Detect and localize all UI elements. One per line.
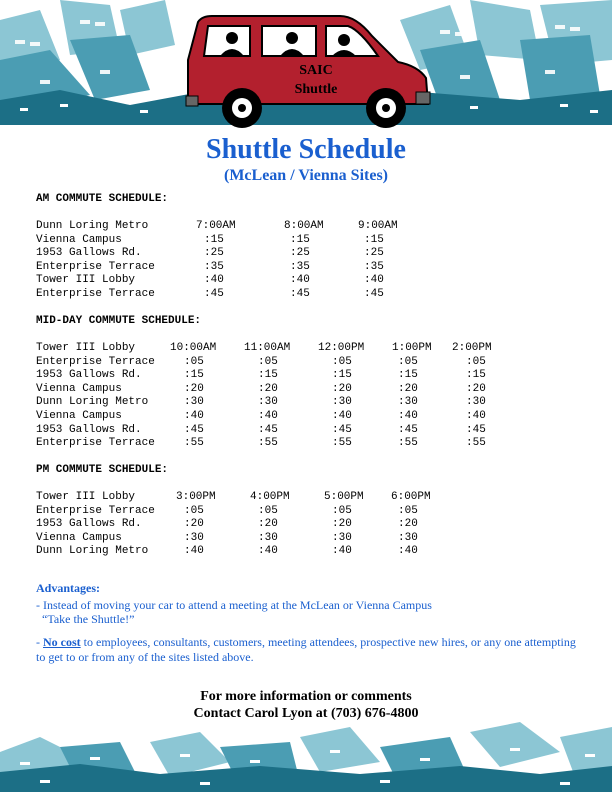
pm-cell: :05: [258, 504, 278, 517]
midday-cell: :55: [258, 437, 278, 450]
pm-cell: :40: [398, 545, 418, 558]
pm-cell: :20: [258, 518, 278, 531]
pm-time: 5:00PM: [324, 491, 364, 503]
pm-stop: Dunn Loring Metro: [36, 545, 149, 558]
midday-cell: :05: [258, 355, 278, 368]
midday-cell: :45: [332, 423, 352, 436]
am-cell: :40: [364, 274, 384, 287]
advantage-2-line1: [36, 635, 576, 650]
pm-cell: :05: [184, 504, 204, 517]
pm-cell: :20: [332, 518, 352, 531]
midday-cell: :30: [258, 396, 278, 409]
am-cell: :35: [364, 260, 384, 273]
am-cell: :45: [290, 288, 310, 300]
am-stop: Vienna Campus: [36, 233, 122, 246]
contact-line1: For more information or comments: [200, 689, 412, 704]
midday-cell: :15: [466, 369, 486, 382]
midday-cell: :40: [184, 410, 204, 422]
page-title: Shuttle Schedule: [206, 134, 406, 165]
pm-time: 3:00PM: [176, 491, 216, 503]
pm-stop: Tower III Lobby: [36, 491, 136, 503]
am-cell: :40: [290, 274, 310, 287]
am-cell: :15: [204, 233, 224, 246]
advantage-2-line2: to get to or from any of the sites listed above.: [36, 650, 254, 664]
am-time: 9:00AM: [358, 220, 398, 232]
midday-cell: :40: [332, 410, 352, 422]
midday-cell: :45: [398, 423, 418, 436]
van-label-line1: SAIC: [299, 63, 333, 78]
page-subtitle: (McLean / Vienna Sites): [224, 167, 388, 184]
advantages-heading: Advantages:: [36, 581, 101, 595]
midday-cell: :15: [332, 369, 352, 382]
am-cell: :35: [290, 260, 310, 273]
midday-time: 10:00AM: [170, 342, 217, 354]
pm-stop: 1953 Gallows Rd.: [36, 518, 142, 531]
am-cell: :40: [204, 274, 224, 287]
midday-cell: :40: [258, 410, 278, 422]
pm-cell: :20: [184, 518, 204, 531]
midday-cell: :55: [398, 437, 418, 450]
midday-cell: :45: [466, 423, 486, 436]
pm-cell: :40: [258, 545, 278, 558]
pm-cell: :30: [332, 531, 352, 544]
midday-stop: Dunn Loring Metro: [36, 396, 149, 409]
pm-cell: :40: [184, 545, 204, 558]
midday-time: 2:00PM: [452, 342, 492, 354]
midday-cell: :20: [258, 382, 278, 395]
pm-cell: :05: [332, 504, 352, 517]
pm-cell: :40: [332, 545, 352, 558]
midday-cell: :45: [184, 423, 204, 436]
am-cell: :45: [204, 288, 224, 300]
advantage-1-line1: - Instead of moving your car to attend a meeting at the McLean or Vienna Campus: [36, 598, 432, 612]
midday-cell: :15: [258, 369, 278, 382]
midday-cell: :30: [398, 396, 418, 409]
am-time: 7:00AM: [196, 220, 236, 232]
pm-cell: :30: [184, 531, 204, 544]
am-stop: 1953 Gallows Rd.: [36, 247, 142, 260]
am-stop: Dunn Loring Metro: [36, 220, 149, 232]
am-cell: :15: [364, 233, 384, 246]
midday-stop: Tower III Lobby: [36, 342, 136, 354]
midday-cell: :55: [466, 437, 486, 450]
midday-stop: Vienna Campus: [36, 410, 122, 422]
midday-cell: :40: [398, 410, 418, 422]
pm-time: 4:00PM: [250, 491, 290, 503]
skyline-banner-top: [0, 0, 612, 130]
midday-stop: Enterprise Terrace: [36, 437, 155, 450]
van-label-line2: Shuttle: [294, 82, 338, 97]
pm-cell: :30: [398, 531, 418, 544]
pm-stop: Enterprise Terrace: [36, 504, 155, 517]
midday-cell: :20: [184, 382, 204, 395]
midday-cell: :30: [332, 396, 352, 409]
midday-cell: :55: [184, 437, 204, 450]
am-stop: Enterprise Terrace: [36, 288, 155, 300]
am-cell: :25: [204, 247, 224, 260]
pm-time: 6:00PM: [391, 491, 431, 503]
contact-line2: Contact Carol Lyon at (703) 676-4800: [193, 706, 419, 721]
midday-cell: :40: [466, 410, 486, 422]
am-time: 8:00AM: [284, 220, 324, 232]
am-cell: :25: [290, 247, 310, 260]
midday-cell: :30: [184, 396, 204, 409]
midday-cell: :05: [184, 355, 204, 368]
am-heading: AM COMMUTE SCHEDULE:: [36, 193, 169, 205]
am-cell: :45: [364, 288, 384, 300]
midday-cell: :20: [466, 382, 486, 395]
midday-time: 12:00PM: [318, 342, 365, 354]
midday-time: 11:00AM: [244, 342, 291, 354]
midday-cell: :05: [332, 355, 352, 368]
pm-cell: :30: [258, 531, 278, 544]
pm-cell: :20: [398, 518, 418, 531]
skyline-banner-bottom: [0, 722, 612, 792]
midday-cell: :30: [466, 396, 486, 409]
midday-cell: :20: [332, 382, 352, 395]
midday-stop: 1953 Gallows Rd.: [36, 423, 142, 436]
midday-stop: Vienna Campus: [36, 382, 122, 395]
advantage-1-line2: “Take the Shuttle!”: [42, 612, 135, 626]
am-stop: Enterprise Terrace: [36, 260, 155, 273]
midday-heading: MID-DAY COMMUTE SCHEDULE:: [36, 315, 202, 327]
midday-stop: Enterprise Terrace: [36, 355, 155, 368]
midday-time: 1:00PM: [392, 342, 432, 354]
advantage-2-prefix: -: [36, 635, 43, 649]
am-cell: :35: [204, 260, 224, 273]
no-cost-emphasis: No cost: [43, 635, 81, 649]
midday-cell: :05: [398, 355, 418, 368]
pm-stop: Vienna Campus: [36, 531, 122, 544]
midday-cell: :15: [184, 369, 204, 382]
am-cell: :25: [364, 247, 384, 260]
midday-cell: :55: [332, 437, 352, 450]
pm-cell: :05: [398, 504, 418, 517]
midday-cell: :45: [258, 423, 278, 436]
midday-cell: :05: [466, 355, 486, 368]
midday-cell: :15: [398, 369, 418, 382]
am-cell: :15: [290, 233, 310, 246]
pm-heading: PM COMMUTE SCHEDULE:: [36, 464, 169, 476]
advantage-2-rest: to employees, consultants, customers, meeting attendees, prospective new hires, or any one attempting: [80, 635, 576, 649]
midday-cell: :20: [398, 382, 418, 395]
am-stop: Tower III Lobby: [36, 274, 136, 287]
midday-stop: 1953 Gallows Rd.: [36, 369, 142, 382]
